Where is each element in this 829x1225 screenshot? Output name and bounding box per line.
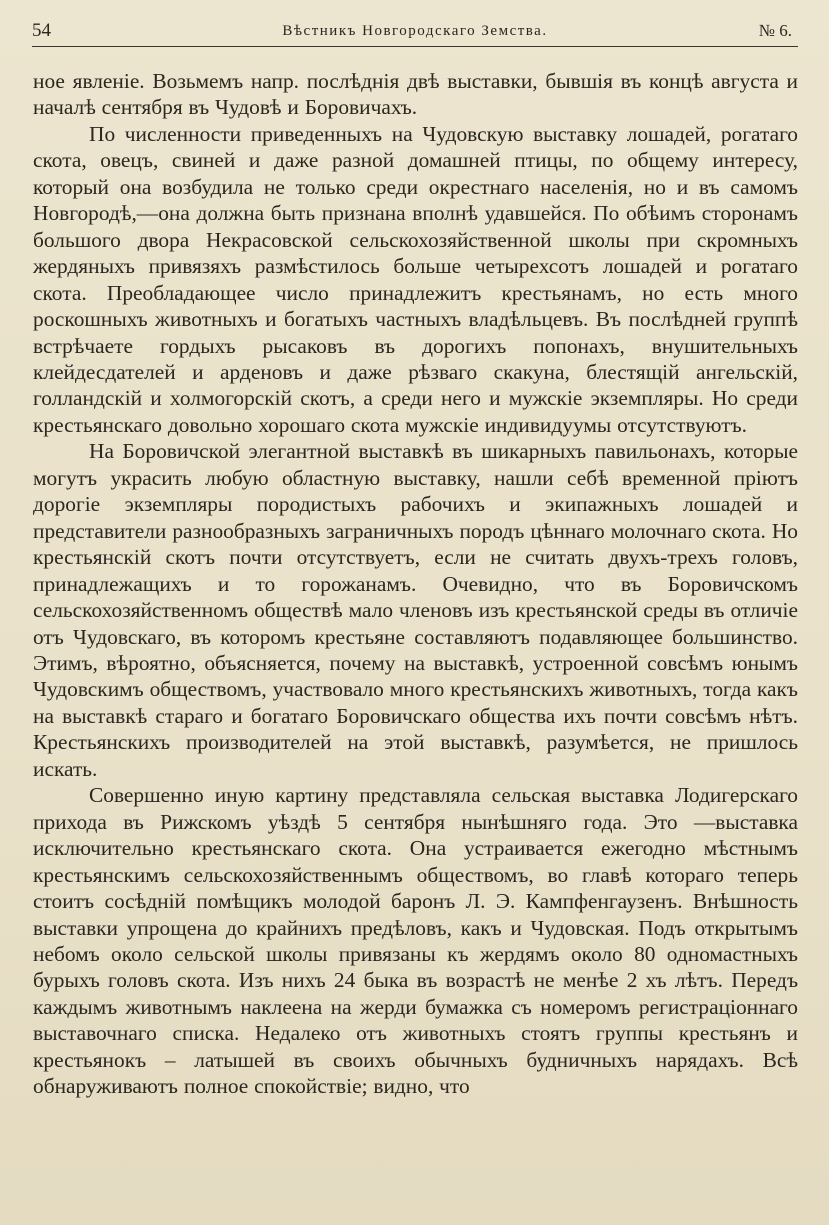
article-body bbox=[33, 68, 798, 1100]
issue-number: № 6. bbox=[758, 21, 792, 40]
paragraph-borovichi-exhibition: На Боровичской элегантной выставкѣ въ шикарныхъ павильонахъ, которые могутъ украсить любую областную выставку, нашли себѣ временной пріютъ дорогіе экземпляры породистыхъ рабочихъ и экипажныхъ лошадей и представители разнообразныхъ заграничныхъ породъ цѣннаго молочнаго скота. Но крестьянскій скотъ почти отсутствуетъ, если не считать двухъ-трехъ головъ, принадлежащихъ и то горожанамъ. Очевидно, что въ Боровичскомъ сельскохозяйственномъ обществѣ мало членовъ изъ крестьянской среды въ отличіе отъ Чудовскаго, въ которомъ крестьяне составляютъ подавляющее большинство. Этимъ, вѣроятно, объясняется, почему на выставкѣ, устроенной совсѣмъ юнымъ Чудовскимъ обществомъ, участвовало много крестьянскихъ животныхъ, тогда какъ на выставкѣ стараго и богатаго Боровичскаго общества ихъ почти совсѣмъ нѣтъ. Крестьянскихъ производителей на этой выставкѣ, разумѣется, не пришлось искать. bbox=[33, 439, 798, 781]
paragraph-chudovo-exhibition: По численности приведенныхъ на Чудовскую выставку лошадей, рогатаго скота, овецъ, свиней и даже разной домашней птицы, по общему интересу, который она возбудила не только среди окрестнаго населенія, но и въ самомъ Новгородѣ,—она должна быть признана вполнѣ удавшейся. По обѣимъ сторонамъ большого двора Некрасовской сельскохозяйственной школы при скромныхъ жердяныхъ привязяхъ размѣстилось больше четырехсотъ лошадей и рогатаго скота. Преобладающее число принадлежитъ крестьянамъ, но есть много роскошныхъ животныхъ и богатыхъ частныхъ владѣльцевъ. Въ послѣдней группѣ встрѣчаете гордыхъ рысаковъ въ дорогихъ попонахъ, внушительныхъ клейдесдателей и арденовъ и даже рѣзваго скакуна, блестящій ангельскій, голландскій и холмогорскій скотъ, а среди него и мужскіе экземпляры. Но среди крестьянскаго довольно хорошаго скота мужскіе индивидуумы отсутствуютъ. bbox=[33, 121, 798, 437]
paragraph-lodiger-exhibition: Совершенно иную картину представляла сельская выставка Лодигерскаго прихода въ Рижскомъ уѣздѣ 5 сентября нынѣшняго года. Это —выставка исключительно крестьянскаго скота. Она устраивается ежегодно мѣстнымъ крестьянскимъ сельскохозяйственнымъ обществомъ, во главѣ котораго теперь стоитъ сосѣдній помѣщикъ молодой баронъ Л. Э. Кампфенгаузенъ. Внѣшность выставки упрощена до крайнихъ предѣловъ, какъ и Чудовская. Подъ открытымъ небомъ около сельской школы привязаны къ жердямъ около 80 одномастныхъ бурыхъ головъ скота. Изъ нихъ 24 быка въ возрастѣ не менѣе 2 хъ лѣтъ. Передъ каждымъ животнымъ наклеена на жерди бумажка съ номеромъ регистраціоннаго выставочнаго списка. Недалеко отъ животныхъ стоятъ группы крестьянъ и крестьянокъ – латышей въ своихъ обычныхъ будничныхъ нарядахъ. Всѣ обнаруживаютъ полное спокойствіе; видно, что bbox=[33, 783, 798, 1099]
running-title: Вѣстникъ Новгородскаго Земства. bbox=[282, 23, 548, 39]
page-number: 54 bbox=[32, 20, 51, 41]
paragraph-continuation: ное явленіе. Возьмемъ напр. послѣднія двѣ выставки, бывшія въ концѣ августа и началѣ сентября въ Чудовѣ и Боровичахъ. bbox=[33, 69, 798, 120]
page-header bbox=[32, 16, 798, 47]
